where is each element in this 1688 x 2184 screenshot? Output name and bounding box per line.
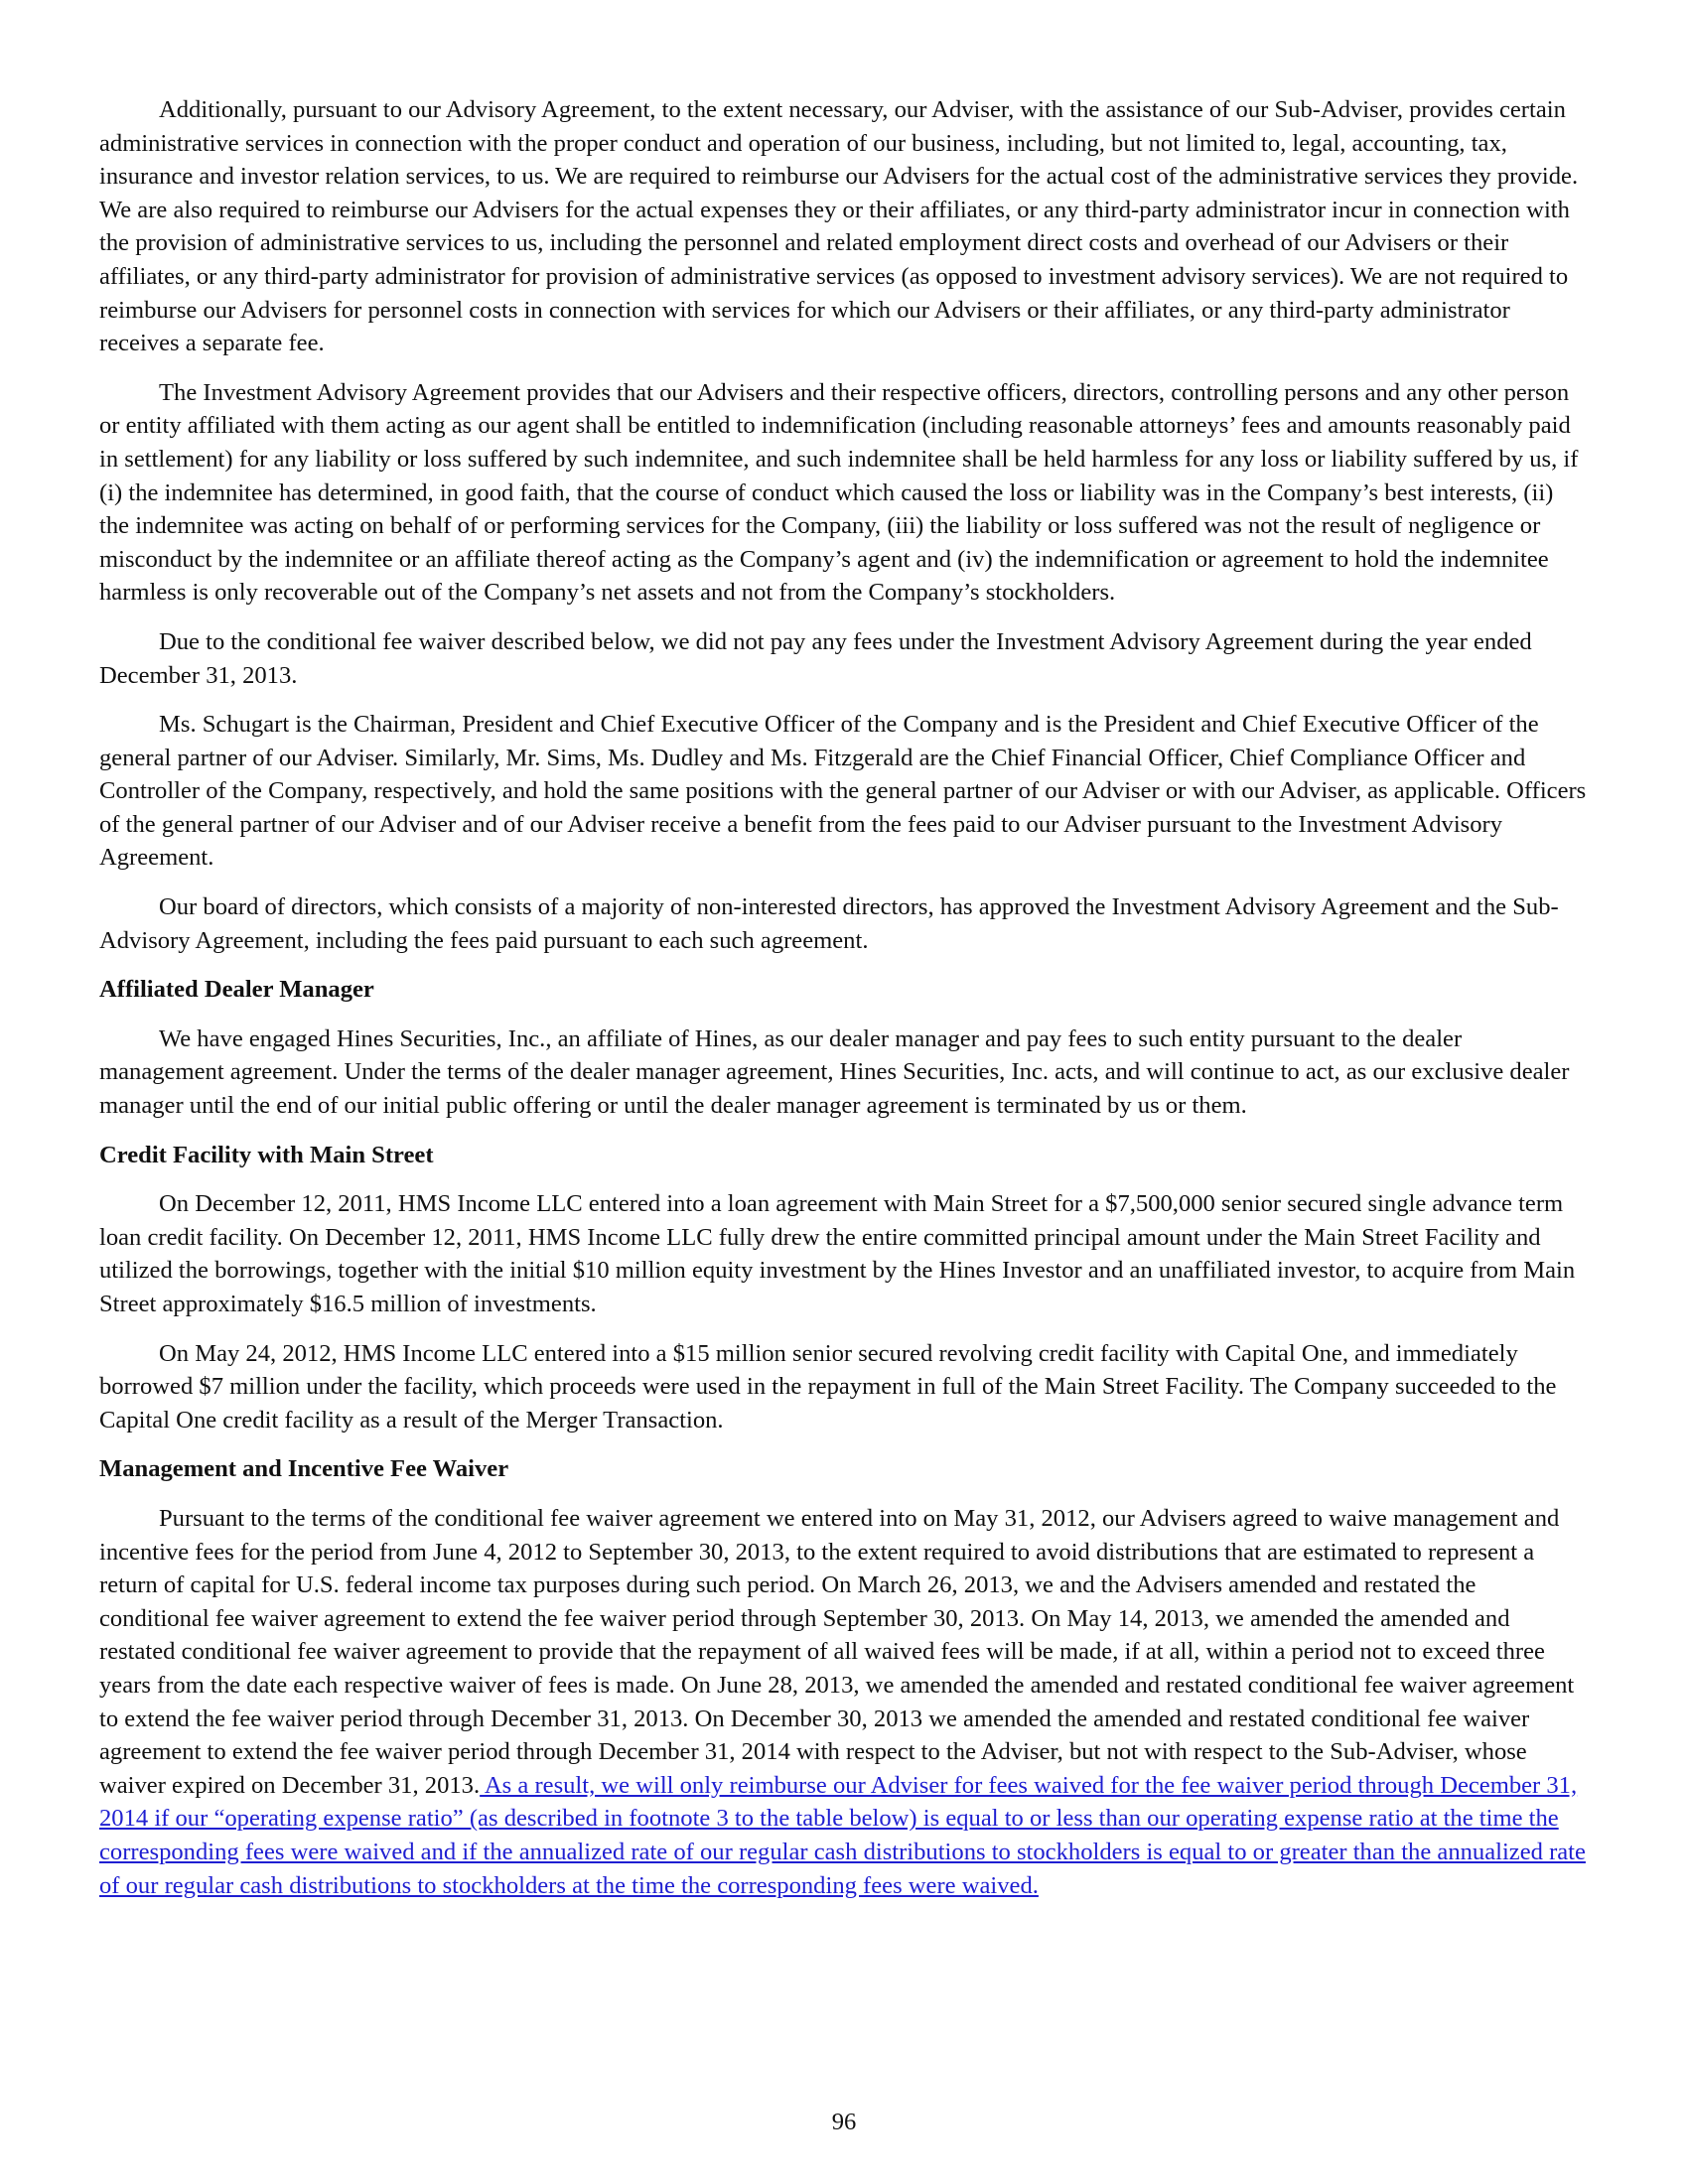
paragraph-officers: Ms. Schugart is the Chairman, President and Chief Executive Officer of the Company and is the President and Chief Executive Officer of the general partner of our Adviser. Similarly, Mr. Sims, Ms. Dudley and Ms. Fitzgerald are the Chief Financial Officer, Chief Compliance Officer and Controller of the Company, respectively, and hold the same positions with the general partner of our Adviser or with our Adviser, as applicable. Officers of the general partner of our Adviser and of our Adviser receive a benefit from the fees paid to our Adviser pursuant to the Investment Advisory Agreement.	[99, 711, 1587, 872]
fee-waiver-text: Pursuant to the terms of the conditional fee waiver agreement we entered into on May 31, 2012, our Advisers agreed to waive management and incentive fees for the period from June 4, 2012 to September 30, 2013, to the extent required to avoid distributions that are estimated to represent a return of capital for U.S. federal income tax purposes during such period. On March 26, 2013, we and the Advisers amended and restated the conditional fee waiver agreement to extend the fee waiver period through September 30, 2013. On May 14, 2013, we amended the amended and restated conditional fee waiver agreement to provide that the repayment of all waived fees will be made, if at all, within a period not to exceed three years from the date each respective waiver of fees is made. On June 28, 2013, we amended the amended and restated conditional fee waiver agreement to extend the fee waiver period through December 31, 2013. On December 30, 2013 we amended the amended and restated conditional fee waiver agreement to extend the fee waiver period through December 31, 2014 with respect to the Adviser, but not with respect to the Sub-Adviser, whose waiver expired on December 31, 2013.	[99, 1504, 1575, 1799]
paragraph-administrative-services: Additionally, pursuant to our Advisory Agreement, to the extent necessary, our Adviser, with the assistance of our Sub-Adviser, provides certain administrative services in connection with the proper conduct and operation of our business, including, but not limited to, legal, accounting, tax, insurance and investor relation services, to us. We are required to reimburse our Advisers for the actual cost of the administrative services they provide. We are also required to reimburse our Advisers for the actual expenses they or their affiliates, or any third-party administrator incur in connection with the provision of administrative services to us, including the personnel and related employment direct costs and overhead of our Advisers or their affiliates, or any third-party administrator for provision of administrative services (as opposed to investment advisory services). We are not required to reimburse our Advisers for personnel costs in connection with services for which our Advisers or their affiliates, or any third-party administrator receives a separate fee.	[99, 96, 1579, 357]
paragraph-capital-one-facility: On May 24, 2012, HMS Income LLC entered into a $15 million senior secured revolving credit facility with Capital One, and immediately borrowed $7 million under the facility, which proceeds were used in the repayment in full of the Main Street Facility. The Company succeeded to the Capital One credit facility as a result of the Merger Transaction.	[99, 1339, 1557, 1433]
paragraph-board-approval: Our board of directors, which consists of a majority of non-interested directors, has approved the Investment Advisory Agreement and the Sub-Advisory Agreement, including the fees paid pursuant to each such agreement.	[99, 893, 1559, 954]
document-page	[99, 93, 1589, 1918]
heading-dealer-manager: Affiliated Dealer Manager	[99, 976, 374, 1004]
paragraph-dealer-manager: We have engaged Hines Securities, Inc., an affiliate of Hines, as our dealer manager and pay fees to such entity pursuant to the dealer management agreement. Under the terms of the dealer manager agreement, Hines Securities, Inc. acts, and will continue to act, as our exclusive dealer manager until the end of our initial public offering or until the dealer manager agreement is terminated by us or them.	[99, 1024, 1570, 1120]
fee-waiver-reimbursement-link[interactable]: As a result, we will only reimburse our Adviser for fees waived for the fee waiver period through December 31, 2014 if our “operating expense ratio” (as described in footnote 3 to the table below) is equal to or less than our operating expense ratio at the time the corresponding fees were waived and if the annualized rate of our regular cash distributions to stockholders is equal to or greater than the annualized rate of our regular cash distributions to stockholders at the time the corresponding fees were waived.	[99, 1771, 1586, 1899]
paragraph-indemnification: The Investment Advisory Agreement provides that our Advisers and their respective officers, directors, controlling persons and any other person or entity affiliated with them acting as our agent shall be entitled to indemnification (including reasonable attorneys’ fees and amounts reasonably paid in settlement) for any liability or loss suffered by such indemnitee, and such indemnitee shall be held harmless for any loss or liability suffered by us, if (i) the indemnitee has determined, in good faith, that the course of conduct which caused the loss or liability was in the Company’s best interests, (ii) the indemnitee was acting on behalf of or performing services for the Company, (iii) the liability or loss suffered was not the result of negligence or misconduct by the indemnitee or an affiliate thereof acting as the Company’s agent and (iv) the indemnification or agreement to hold the indemnitee harmless is only recoverable out of the Company’s net assets and not from the Company’s stockholders.	[99, 378, 1579, 607]
paragraph-main-street-loan: On December 12, 2011, HMS Income LLC entered into a loan agreement with Main Street for a $7,500,000 senior secured single advance term loan credit facility. On December 12, 2011, HMS Income LLC fully drew the entire committed principal amount under the Main Street Facility and utilized the borrowings, together with the initial $10 million equity investment by the Hines Investor and an unaffiliated investor, to acquire from Main Street approximately $16.5 million of investments.	[99, 1190, 1576, 1317]
heading-credit-facility: Credit Facility with Main Street	[99, 1141, 434, 1168]
heading-fee-waiver: Management and Incentive Fee Waiver	[99, 1455, 509, 1483]
page-number: 96	[831, 2109, 857, 2135]
paragraph-fees-not-paid: Due to the conditional fee waiver described below, we did not pay any fees under the Investment Advisory Agreement during the year ended December 31, 2013.	[99, 627, 1532, 689]
paragraph-fee-waiver	[99, 1502, 1589, 1902]
